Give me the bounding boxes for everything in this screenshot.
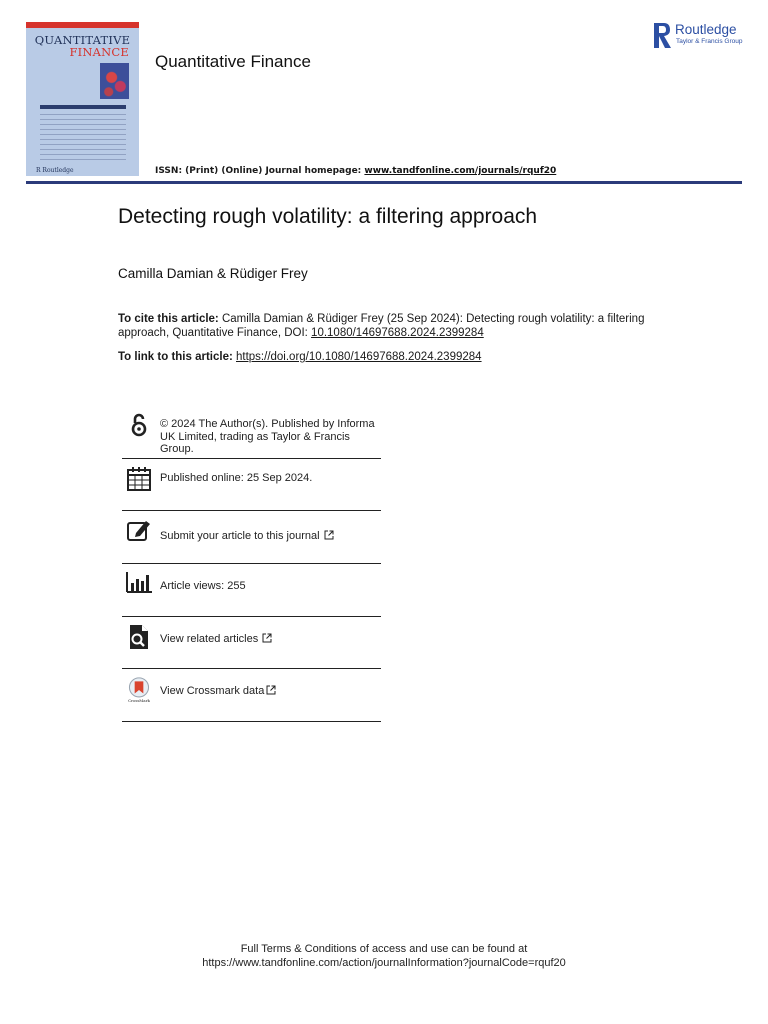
crossmark-text: View Crossmark data bbox=[160, 685, 265, 697]
article-link-line bbox=[118, 351, 482, 363]
crossmark-icon-label: CrossMark bbox=[128, 698, 150, 703]
issn-label: ISSN: (Print) (Online) Journal homepage: bbox=[155, 166, 365, 176]
doi-link[interactable]: 10.1080/14697688.2024.2399284 bbox=[311, 327, 484, 339]
cover-title-line1: QUANTITATIVE bbox=[34, 33, 131, 47]
submit-link[interactable] bbox=[160, 530, 334, 543]
article-title: Detecting rough volatility: a filtering approach bbox=[118, 205, 538, 228]
journal-homepage-link[interactable]: www.tandfonline.com/journals/rquf20 bbox=[364, 166, 557, 176]
crossmark-icon bbox=[126, 677, 152, 703]
article-info-list bbox=[122, 408, 381, 722]
bar-chart-icon bbox=[126, 570, 152, 596]
article-views: Article views: 255 bbox=[160, 580, 246, 592]
external-link-icon bbox=[266, 685, 276, 695]
open-access-text: © 2024 The Author(s). Published by Informa UK Limited, trading as Taylor & Francis Group. bbox=[160, 418, 375, 455]
views-row bbox=[122, 564, 381, 617]
external-link-icon bbox=[262, 633, 272, 643]
submit-row[interactable] bbox=[122, 511, 381, 564]
journal-cover bbox=[26, 22, 139, 176]
related-link[interactable] bbox=[160, 633, 272, 646]
open-access-row bbox=[122, 408, 381, 459]
calendar-icon bbox=[126, 466, 152, 492]
journal-name: Quantitative Finance bbox=[155, 52, 311, 71]
cover-title-line2: FINANCE bbox=[69, 45, 129, 59]
open-access-icon bbox=[126, 412, 152, 438]
footer-line1: Full Terms & Conditions of access and use can be found at bbox=[240, 943, 528, 955]
publisher-group: Taylor & Francis Group bbox=[676, 38, 743, 45]
cover-artwork bbox=[100, 63, 129, 99]
cover-publisher-mark: R Routledge bbox=[36, 167, 74, 174]
cover-contents-lines bbox=[40, 114, 126, 164]
cite-label: To cite this article: bbox=[118, 313, 219, 325]
cover-title bbox=[26, 34, 139, 58]
related-text: View related articles bbox=[160, 633, 259, 645]
edit-icon bbox=[126, 518, 152, 544]
header-rule bbox=[26, 181, 742, 184]
footer-terms-link[interactable]: https://www.tandfonline.com/action/journalInformation?journalCode=rquf20 bbox=[202, 957, 566, 969]
cite-text: Camilla Damian & Rüdiger Frey (25 Sep 2024): Detecting rough volatility: a filtering approach, Quantitative Finance, DOI: bbox=[118, 313, 645, 339]
submit-text: Submit your article to this journal bbox=[160, 530, 320, 542]
article-authors: Camilla Damian & Rüdiger Frey bbox=[118, 266, 308, 281]
cover-band bbox=[40, 105, 126, 109]
publisher-name: Routledge bbox=[675, 22, 737, 37]
published-row bbox=[122, 459, 381, 511]
link-label: To link to this article: bbox=[118, 351, 236, 363]
crossmark-row[interactable] bbox=[122, 669, 381, 722]
crossmark-link[interactable] bbox=[160, 685, 276, 698]
search-document-icon bbox=[126, 624, 152, 650]
article-url-link[interactable]: https://doi.org/10.1080/14697688.2024.2399284 bbox=[236, 351, 482, 363]
issn-line bbox=[155, 166, 556, 176]
routledge-logo-icon bbox=[654, 23, 671, 48]
external-link-icon bbox=[324, 530, 334, 540]
citation bbox=[118, 312, 678, 340]
published-text: Published online: 25 Sep 2024. bbox=[160, 472, 313, 484]
related-row[interactable] bbox=[122, 617, 381, 669]
footer-terms bbox=[0, 942, 768, 970]
